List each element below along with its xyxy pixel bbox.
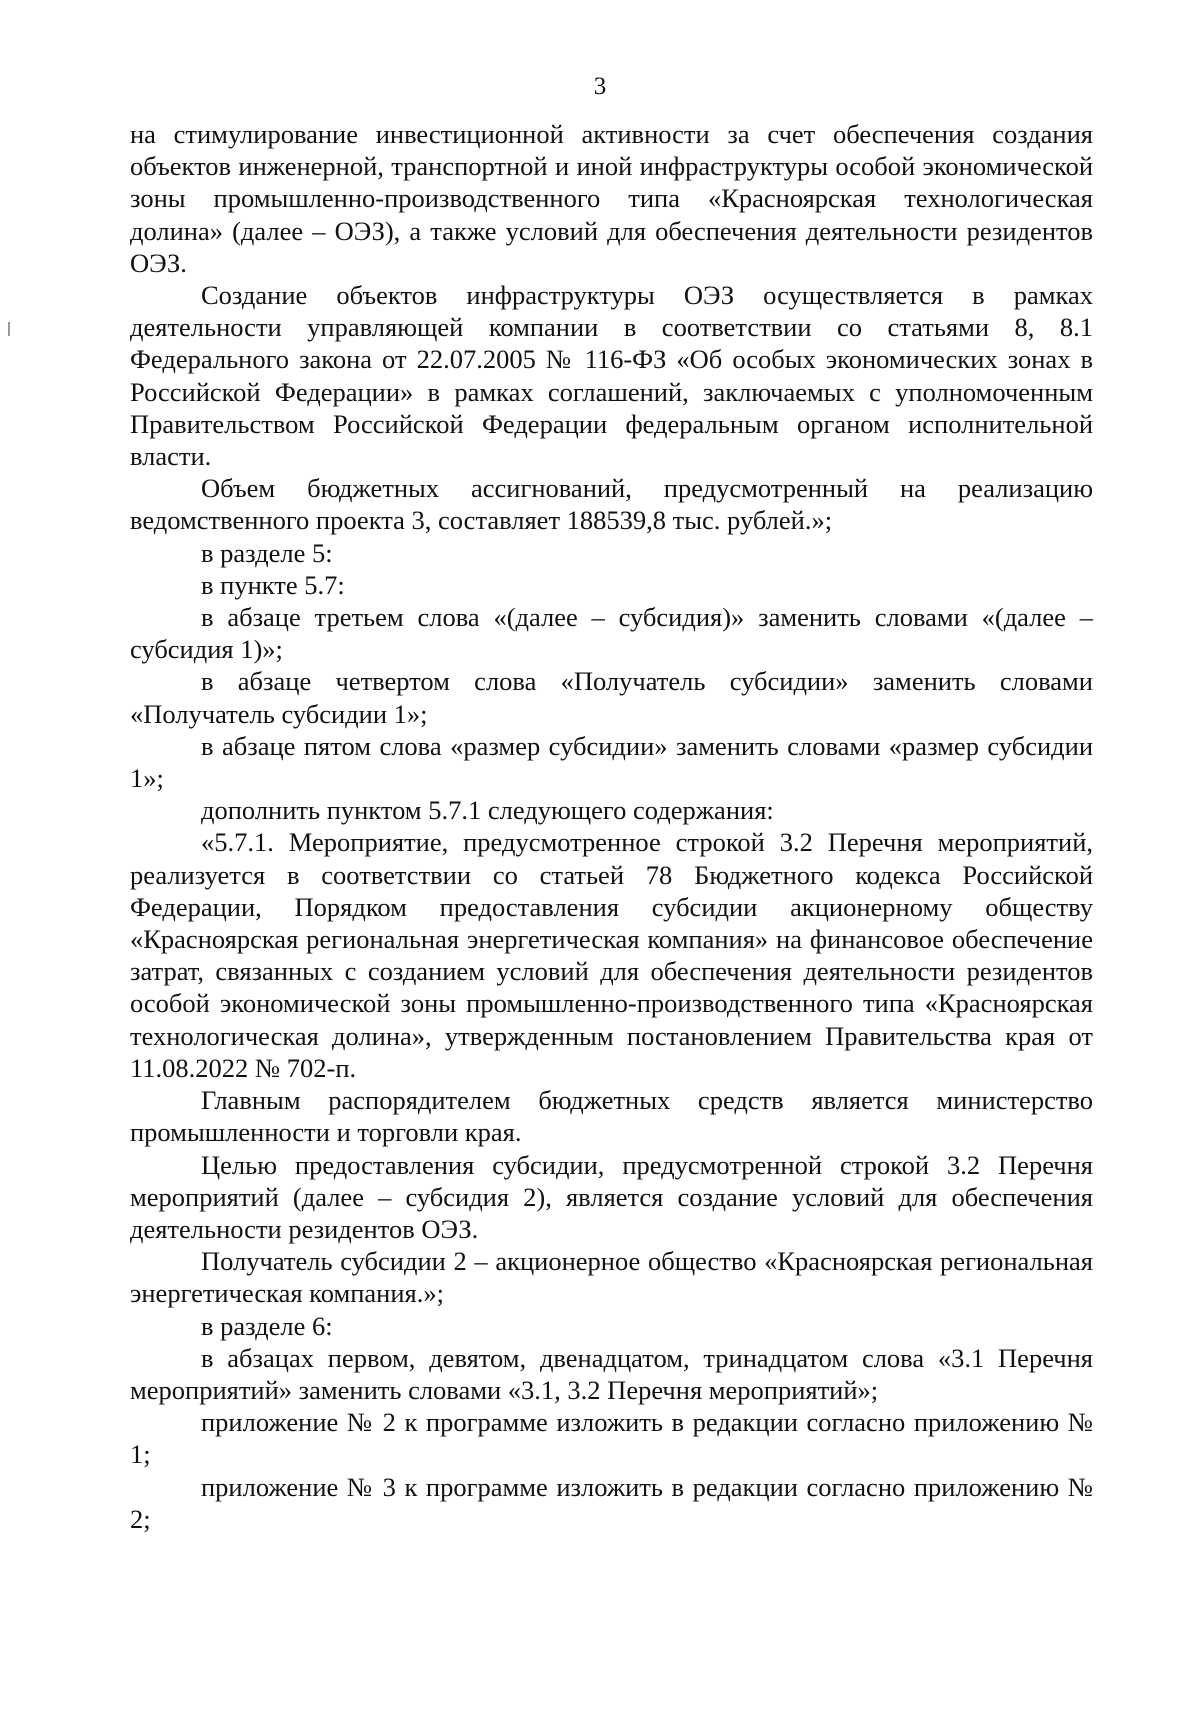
paragraph: приложение № 2 к программе изложить в редакции согласно приложению № 1; (130, 1407, 1093, 1470)
page-number: 3 (593, 73, 607, 100)
paragraph: «5.7.1. Мероприятие, предусмотренное строкой 3.2 Перечня мероприятий, реализуется в соответствии со статьей 78 Бюджетного кодекса Российской Федерации, Порядком предоставления субсидии акционерному обществу «Красноярская региональная энергетическая компания» на финансовое обеспечение затрат, связанных с созданием условий для обеспечения деятельности резидентов особой экономической зоны промышленно-производственного типа «Красноярская технологическая долина», утвержденным постановлением Правительства края от 11.08.2022 № 702-п. (130, 827, 1093, 1083)
paragraph: Объем бюджетных ассигнований, предусмотренный на реализацию ведомственного проекта 3, составляет 188539,8 тыс. рублей.»; (130, 473, 1093, 536)
paragraph: Целью предоставления субсидии, предусмотренной строкой 3.2 Перечня мероприятий (далее – субсидия 2), является создание условий для обеспечения деятельности резидентов ОЭЗ. (130, 1149, 1093, 1244)
paragraph: в абзаце третьем слова «(далее – субсидия)» заменить словами «(далее – субсидия 1)»; (130, 602, 1093, 665)
paragraph: дополнить пунктом 5.7.1 следующего содержания: (201, 795, 774, 826)
paragraph: в пункте 5.7: (201, 569, 345, 600)
paragraph: Главным распорядителем бюджетных средств является министерство промышленности и торговли края. (130, 1085, 1093, 1148)
paragraph: Получатель субсидии 2 – акционерное общество «Красноярская региональная энергетическая компания.»; (130, 1246, 1093, 1309)
paragraph: в абзаце пятом слова «размер субсидии» заменить словами «размер субсидии 1»; (130, 730, 1093, 794)
paragraph: в абзаце четвертом слова «Получатель субсидии» заменить словами «Получатель субсидии 1»; (130, 666, 1093, 729)
paragraph: в разделе 5: (201, 537, 333, 568)
scan-margin-mark (8, 322, 10, 336)
paragraph: в разделе 6: (201, 1310, 333, 1341)
paragraph: приложение № 3 к программе изложить в редакции согласно приложению № 2; (130, 1471, 1093, 1534)
paragraph: Создание объектов инфраструктуры ОЭЗ осуществляется в рамках деятельности управляющей компании в соответствии со статьями 8, 8.1 Федерального закона от 22.07.2005 № 116-ФЗ «Об особых экономических зонах в Российской Федерации» в рамках соглашений, заключаемых с уполномоченным Правительством Российской Федерации федеральным органом исполнительной власти. (130, 280, 1093, 472)
paragraph-continuation: на стимулирование инвестиционной активности за счет обеспечения создания объектов инженерной, транспортной и иной инфраструктуры особой экономической зоны промышленно-производственного типа «Красноярская технологическая долина» (далее – ОЭЗ), а также условий для обеспечения деятельности резидентов ОЭЗ. (130, 119, 1093, 278)
paragraph: в абзацах первом, девятом, двенадцатом, тринадцатом слова «3.1 Перечня мероприятий» заменить словами «3.1, 3.2 Перечня мероприятий»; (130, 1342, 1093, 1405)
document-body (130, 118, 1093, 1535)
